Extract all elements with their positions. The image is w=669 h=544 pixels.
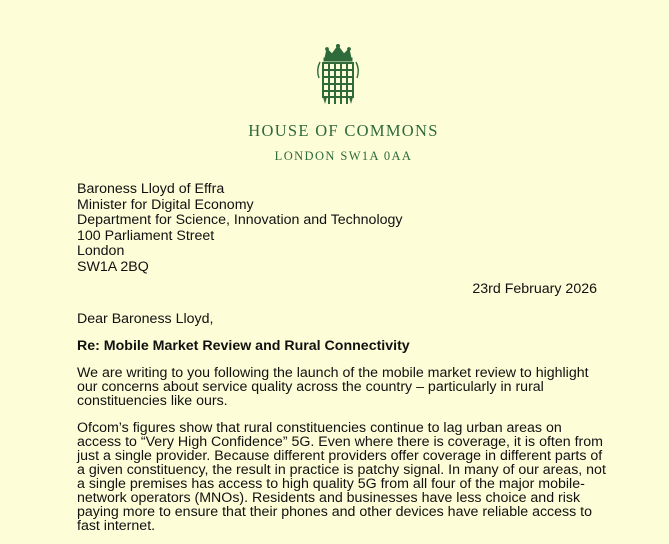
portcullis-crest-icon xyxy=(313,44,363,106)
recipient-name: Baroness Lloyd of Effra xyxy=(77,181,225,197)
recipient-street: 100 Parliament Street xyxy=(77,227,215,244)
letter-date: 23rd February 2026 xyxy=(472,281,597,297)
recipient-postcode: SW1A 2BQ xyxy=(77,258,149,275)
recipient-address-block xyxy=(77,182,402,276)
body-paragraph-2: Ofcom’s figures show that rural constituencies continue to lag urban areas on access to “Very High Confidence” 5G. Even where there is coverage, it is often from just a single provider. Because different providers offer coverage in different parts of a given constituency, the result in practice is patchy signal. In many of our areas, not a single premises has access to high quality 5G from all four of the major mobile-network operators (MNOs). Residents and businesses have less choice and risk paying more to ensure that their phones and other devices have reliable access to fast internet. xyxy=(77,420,606,534)
letterhead-address: LONDON SW1A 0AA xyxy=(274,149,413,163)
recipient-city: London xyxy=(77,243,125,260)
recipient-department: Department for Science, Innovation and Technology xyxy=(77,212,403,229)
body-paragraph-1: We are writing to you following the launch of the mobile market review to highlight our concerns about service quality across the country – particularly in rural constituencies like ours. xyxy=(77,365,589,409)
salutation: Dear Baroness Lloyd, xyxy=(77,311,214,327)
letterhead-house-name: HOUSE OF COMMONS xyxy=(248,121,439,140)
recipient-title: Minister for Digital Economy xyxy=(77,196,254,213)
subject-line: Re: Mobile Market Review and Rural Connectivity xyxy=(77,338,410,354)
